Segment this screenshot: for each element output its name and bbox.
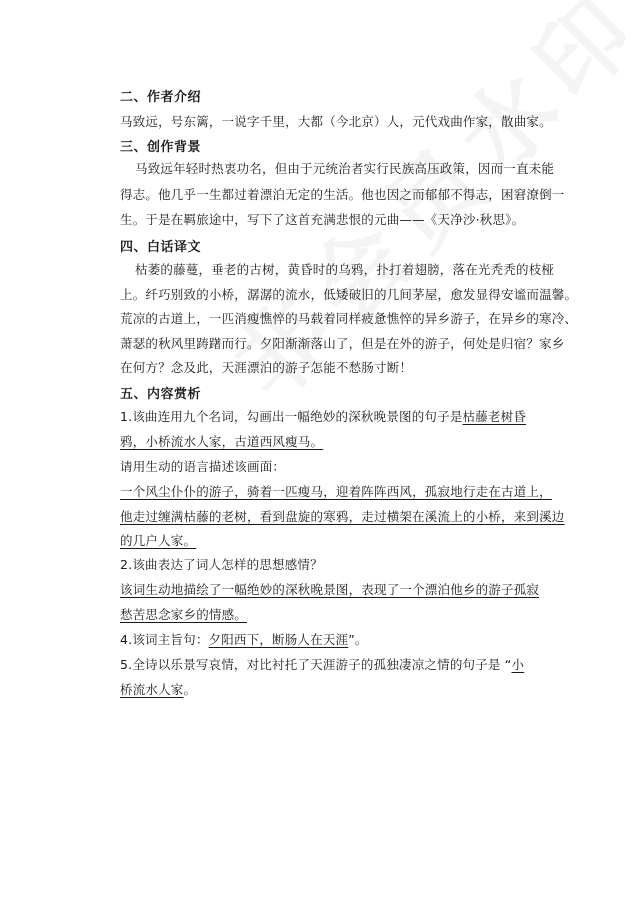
q1-prompt: 请用生动的语言描述该画面： [120, 459, 286, 474]
q1-line-1 [120, 407, 526, 425]
q5-line-2 [120, 680, 196, 698]
background-line-1: 马致远年轻时热衷功名，但由于元统治者实行民族高压政策，因而一直未能 [135, 161, 555, 176]
q1-desc-line-1: 一个风尘仆仆的游子，骑着一匹瘦马，迎着阵阵西风，孤寂地行走在古道上， [120, 484, 552, 499]
translation-line-2: 上。纤巧别致的小桥，潺潺的流水，低矮破旧的几间茅屋，愈发显得安谧而温馨。 [120, 287, 578, 302]
translation-line-1: 枯萎的藤蔓，垂老的古树，黄昏时的乌鸦，扑打着翅膀，落在光秃秃的枝桠 [135, 262, 555, 277]
translation-line-5: 在何方？念及此，天涯漂泊的游子怎能不愁肠寸断！ [120, 360, 413, 375]
translation-line-4: 萧瑟的秋风里踌躇而行。夕阳渐渐落山了，但是在外的游子，何处是归宿？家乡 [120, 336, 565, 351]
background-line-3: 生。于是在羁旅途中，写下了这首充满悲恨的元曲——《天净沙·秋思》。 [120, 212, 525, 227]
q1-answer-part-2: 鸦，小桥流水人家，古道西风瘦马。 [120, 434, 324, 449]
q5-line-1 [120, 655, 524, 673]
q4-line [120, 630, 368, 648]
q1-question: 1.该曲连用九个名词，勾画出一幅绝妙的深秋晚景图的句子是 [120, 409, 463, 424]
author-heading: 二、作者介绍 [120, 90, 202, 105]
translation-line-3: 荒凉的古道上，一匹消瘦憔悴的马载着同样疲惫憔悴的异乡游子，在异乡的寒冷、 [120, 311, 578, 326]
author-text: 马致远，号东篱，一说字千里，大都（今北京）人，元代戏曲作家，散曲家。 [120, 114, 552, 129]
translation-heading: 四、白话译文 [120, 240, 202, 255]
q1-desc-line-3: 的几户人家。 [120, 533, 197, 548]
q4-answer: 夕阳西下，断肠人在天涯 [208, 632, 349, 647]
q2-answer-line-2: 愁苦思念家乡的情感。 [120, 607, 248, 622]
q1-desc-line-2: 他走过缠满枯藤的老树，看到盘旋的寒鸦，走过横架在溪流上的小桥，来到溪边 [120, 509, 565, 524]
q4-suffix: ”。 [348, 632, 368, 647]
q4-question: 4.该词主旨句： [120, 632, 209, 647]
q2-answer-line-1: 该词生动地描绘了一幅绝妙的深秋晚景图，表现了一个漂泊他乡的游子孤寂 [120, 582, 540, 597]
q5-suffix: 。 [183, 682, 197, 697]
q5-answer-part-1: 小 [511, 657, 525, 672]
background-line-2: 得志。他几乎一生都过着漂泊无定的生活。他也因之而郁郁不得志，困窘潦倒一 [120, 187, 565, 202]
q5-answer-part-2: 桥流水人家 [120, 682, 184, 697]
q5-question: 5.全诗以乐景写哀情，对比衬托了天涯游子的孤独凄凉之情的句子是 “ [120, 657, 512, 672]
q1-answer-part-1: 枯藤老树昏 [462, 409, 527, 424]
background-heading: 三、创作背景 [120, 140, 202, 155]
appreciation-heading: 五、内容赏析 [120, 387, 202, 402]
q2-question: 2.该曲表达了词人怎样的思想感情？ [120, 557, 323, 572]
